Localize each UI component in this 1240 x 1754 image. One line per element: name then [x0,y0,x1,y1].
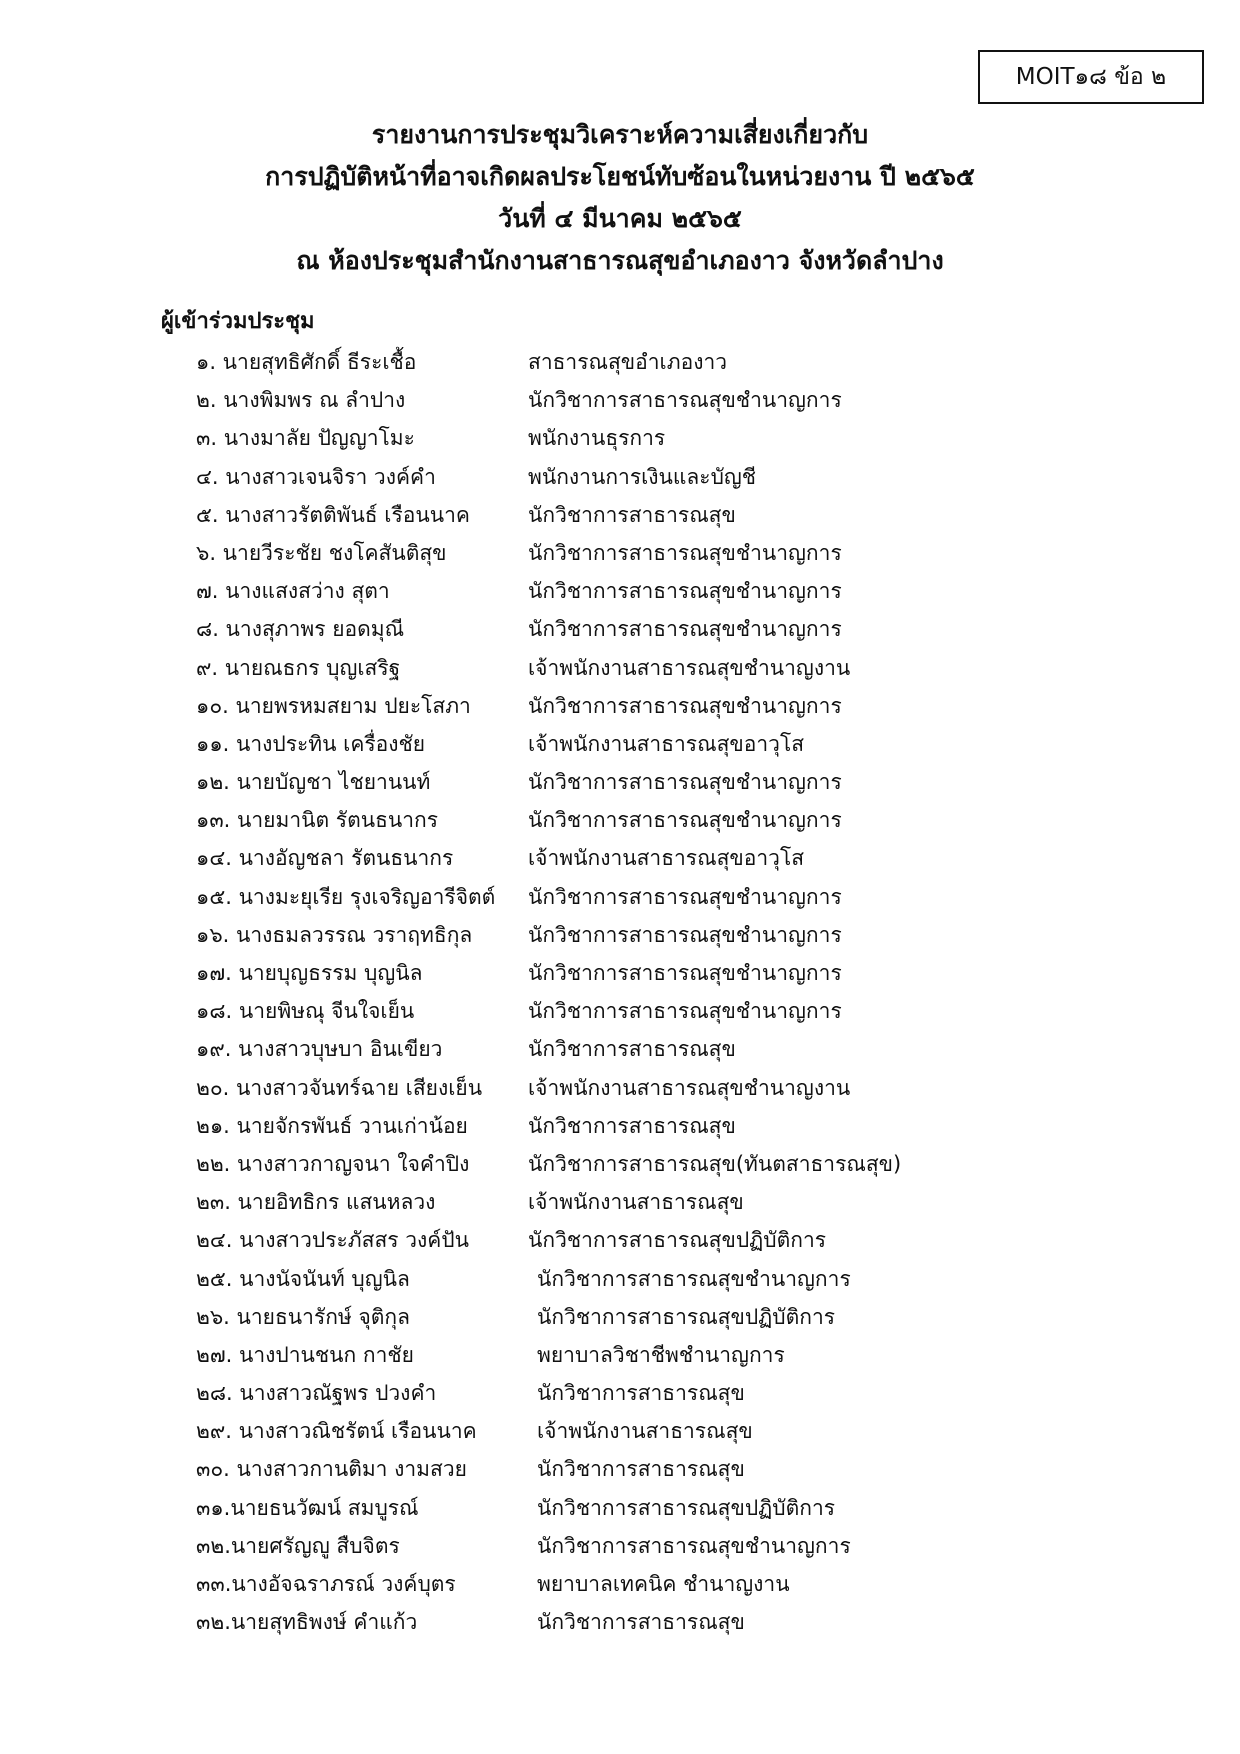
attendees-heading: ผู้เข้าร่วมประชุม [161,309,315,334]
attendee-row [0,725,1240,763]
attendee-row [0,878,1240,916]
attendee-position: เจ้าพนักงานสาธารณสุขชำนาญงาน [528,1075,851,1100]
attendee-row [0,1565,1240,1603]
attendee-row [0,1603,1240,1641]
attendee-name: ๓. นางมาลัย ปัญญาโมะ [196,426,415,451]
attendee-row [0,1221,1240,1259]
attendee-row [0,572,1240,610]
attendee-position: นักวิชาการสาธารณสุขชำนาญการ [528,961,842,985]
attendee-name: ๙. นายณธกร บุญเสริฐ [196,655,401,680]
attendee-name: ๑๑. นางประทิน เครื่องชัย [196,731,426,756]
attendee-row [0,649,1240,687]
attendee-row [0,419,1240,457]
attendee-row [0,801,1240,839]
attendee-row [0,1489,1240,1527]
attendee-row [0,1527,1240,1565]
attendee-position: เจ้าพนักงานสาธารณสุข [537,1419,753,1444]
attendee-position: เจ้าพนักงานสาธารณสุข [528,1190,744,1215]
attendee-position: นักวิชาการสาธารณสุขชำนาญการ [528,388,842,413]
attendee-name: ๒๘. นางสาวณัฐพร ปวงคำ [196,1381,437,1406]
attendee-row [0,381,1240,419]
attendee-row [0,1374,1240,1412]
attendee-position: เจ้าพนักงานสาธารณสุขอาวุโส [528,731,805,756]
attendee-row [0,954,1240,992]
attendee-position: สาธารณสุขอำเภองาว [528,350,728,374]
attendee-position: นักวิชาการสาธารณสุขชำนาญการ [528,922,842,947]
attendee-row [0,1336,1240,1374]
attendee-name: ๓๐. นางสาวกานติมา งามสวย [196,1457,467,1482]
attendee-position: นักวิชาการสาธารณสุข [537,1457,745,1482]
attendee-name: ๒๕. นางนัจนันท์ บุญนิล [196,1266,410,1291]
attendee-row [0,1260,1240,1298]
attendee-position: นักวิชาการสาธารณสุขชำนาญการ [537,1533,851,1558]
attendee-row [0,1412,1240,1450]
attendee-position: นักวิชาการสาธารณสุขปฏิบัติการ [528,1228,827,1253]
attendee-row [0,496,1240,534]
attendee-position: นักวิชาการสาธารณสุขชำนาญการ [528,884,842,909]
attendee-name: ๓๑.นายธนวัฒน์ สมบูรณ์ [196,1495,419,1520]
report-title [0,114,1240,282]
attendee-row [0,458,1240,496]
attendee-name: ๓๓.นางอัจฉราภรณ์ วงค์บุตร [196,1572,456,1596]
attendees-list [0,343,1240,1641]
attendee-position: นักวิชาการสาธารณสุขชำนาญการ [537,1266,851,1291]
title-line-date: วันที่ ๔ มีนาคม ๒๕๖๕ [498,204,742,233]
attendee-name: ๘. นางสุภาพร ยอดมุณี [196,617,405,642]
attendee-row [0,1030,1240,1068]
title-line-venue: ณ ห้องประชุมสำนักงานสาธารณสุขอำเภองาว จังหวัดลำปาง [296,246,944,275]
attendee-row [0,1298,1240,1336]
attendee-position: เจ้าพนักงานสาธารณสุขชำนาญงาน [528,655,851,680]
attendee-position: นักวิชาการสาธารณสุขชำนาญการ [528,808,842,833]
document-code-box [978,50,1204,104]
attendee-name: ๑๘. นายพิษณุ จีนใจเย็น [196,999,415,1024]
attendee-position: นักวิชาการสาธารณสุขชำนาญการ [528,579,842,604]
attendee-position: นักวิชาการสาธารณสุขชำนาญการ [528,770,842,795]
attendee-row [0,839,1240,877]
attendee-name: ๒๑. นายจักรพันธ์ วานเก่าน้อย [196,1113,468,1138]
attendee-row [0,916,1240,954]
attendee-name: ๑๒. นายบัญชา ไชยานนท์ [196,770,431,795]
attendee-position: นักวิชาการสาธารณสุข [537,1610,745,1635]
attendee-position: นักวิชาการสาธารณสุขชำนาญการ [528,693,842,718]
title-line-1: รายงานการประชุมวิเคราะห์ความเสี่ยงเกี่ยวกับ [371,120,869,149]
attendee-name: ๖. นายวีระชัย ชงโคสันติสุข [196,540,447,565]
attendee-row [0,534,1240,572]
title-line-2: การปฏิบัติหน้าที่อาจเกิดผลประโยชน์ทับซ้อนในหน่วยงาน ปี ๒๕๖๕ [265,162,975,191]
attendee-name: ๒๙. นางสาวณิชรัตน์ เรือนนาค [196,1419,477,1444]
attendee-name: ๒๓. นายอิทธิกร แสนหลวง [196,1190,436,1215]
attendee-position: พยาบาลวิชาชีพชำนาญการ [537,1342,785,1367]
attendee-row [0,1450,1240,1488]
attendee-name: ๔. นางสาวเจนจิรา วงค์คำ [196,464,436,489]
attendee-row [0,763,1240,801]
attendee-name: ๑๐. นายพรหมสยาม ปยะโสภา [196,693,471,718]
attendee-name: ๑๙. นางสาวบุษบา อินเขียว [196,1037,443,1062]
attendee-name: ๒๒. นางสาวกาญจนา ใจคำปิง [196,1151,470,1176]
attendee-row [0,1183,1240,1221]
attendee-name: ๒. นางพิมพร ณ ลำปาง [196,388,406,413]
attendee-row [0,1107,1240,1145]
attendee-position: เจ้าพนักงานสาธารณสุขอาวุโส [528,846,805,871]
attendee-name: ๗. นางแสงสว่าง สุตา [196,579,390,604]
attendee-name: ๓๒.นายศรัญญู สืบจิตร [196,1533,400,1558]
attendee-row [0,343,1240,381]
attendee-row [0,610,1240,648]
attendee-position: นักวิชาการสาธารณสุขชำนาญการ [528,540,842,565]
attendee-position: นักวิชาการสาธารณสุข(ทันตสาธารณสุข) [528,1151,902,1176]
attendee-row [0,1069,1240,1107]
attendee-name: ๑๗. นายบุญธรรม บุญนิล [196,961,423,985]
attendee-position: พนักงานการเงินและบัญชี [528,464,757,489]
attendee-name: ๑๕. นางมะยุเรีย รุงเจริญอารีจิตต์ [196,884,496,909]
attendee-name: ๕. นางสาวรัตติพันธ์ เรือนนาค [196,502,470,527]
attendee-name: ๑๔. นางอัญชลา รัตนธนากร [196,846,454,871]
attendee-position: นักวิชาการสาธารณสุข [528,1113,736,1138]
attendee-position: นักวิชาการสาธารณสุข [537,1381,745,1406]
attendee-position: นักวิชาการสาธารณสุขปฏิบัติการ [537,1304,836,1329]
attendee-name: ๑๖. นางธมลวรรณ วราฤทธิกุล [196,922,473,947]
attendee-name: ๒๐. นางสาวจันทร์ฉาย เสียงเย็น [196,1075,483,1100]
attendee-position: นักวิชาการสาธารณสุขชำนาญการ [528,999,842,1024]
attendee-name: ๑. นายสุทธิศักดิ์ ธีระเชื้อ [196,350,417,374]
attendee-name: ๒๔. นางสาวประภัสสร วงค์ปัน [196,1228,469,1253]
document-code: MOIT๑๘ ข้อ ๒ [1015,64,1167,90]
attendee-position: นักวิชาการสาธารณสุขชำนาญการ [528,617,842,642]
attendee-name: ๒๖. นายธนารักษ์ จุติกุล [196,1304,410,1329]
attendee-name: ๒๗. นางปานชนก กาชัย [196,1342,414,1367]
attendee-position: นักวิชาการสาธารณสุขปฏิบัติการ [537,1495,836,1520]
attendee-name: ๓๒.นายสุทธิพงษ์ คำแก้ว [196,1610,418,1635]
attendee-row [0,1145,1240,1183]
attendee-name: ๑๓. นายมานิต รัตนธนากร [196,808,439,833]
attendee-position: นักวิชาการสาธารณสุข [528,502,736,527]
attendee-position: นักวิชาการสาธารณสุข [528,1037,736,1062]
attendee-row [0,687,1240,725]
attendee-position: พยาบาลเทคนิค ชำนาญงาน [537,1572,790,1596]
attendee-row [0,992,1240,1030]
attendee-position: พนักงานธุรการ [528,426,666,451]
